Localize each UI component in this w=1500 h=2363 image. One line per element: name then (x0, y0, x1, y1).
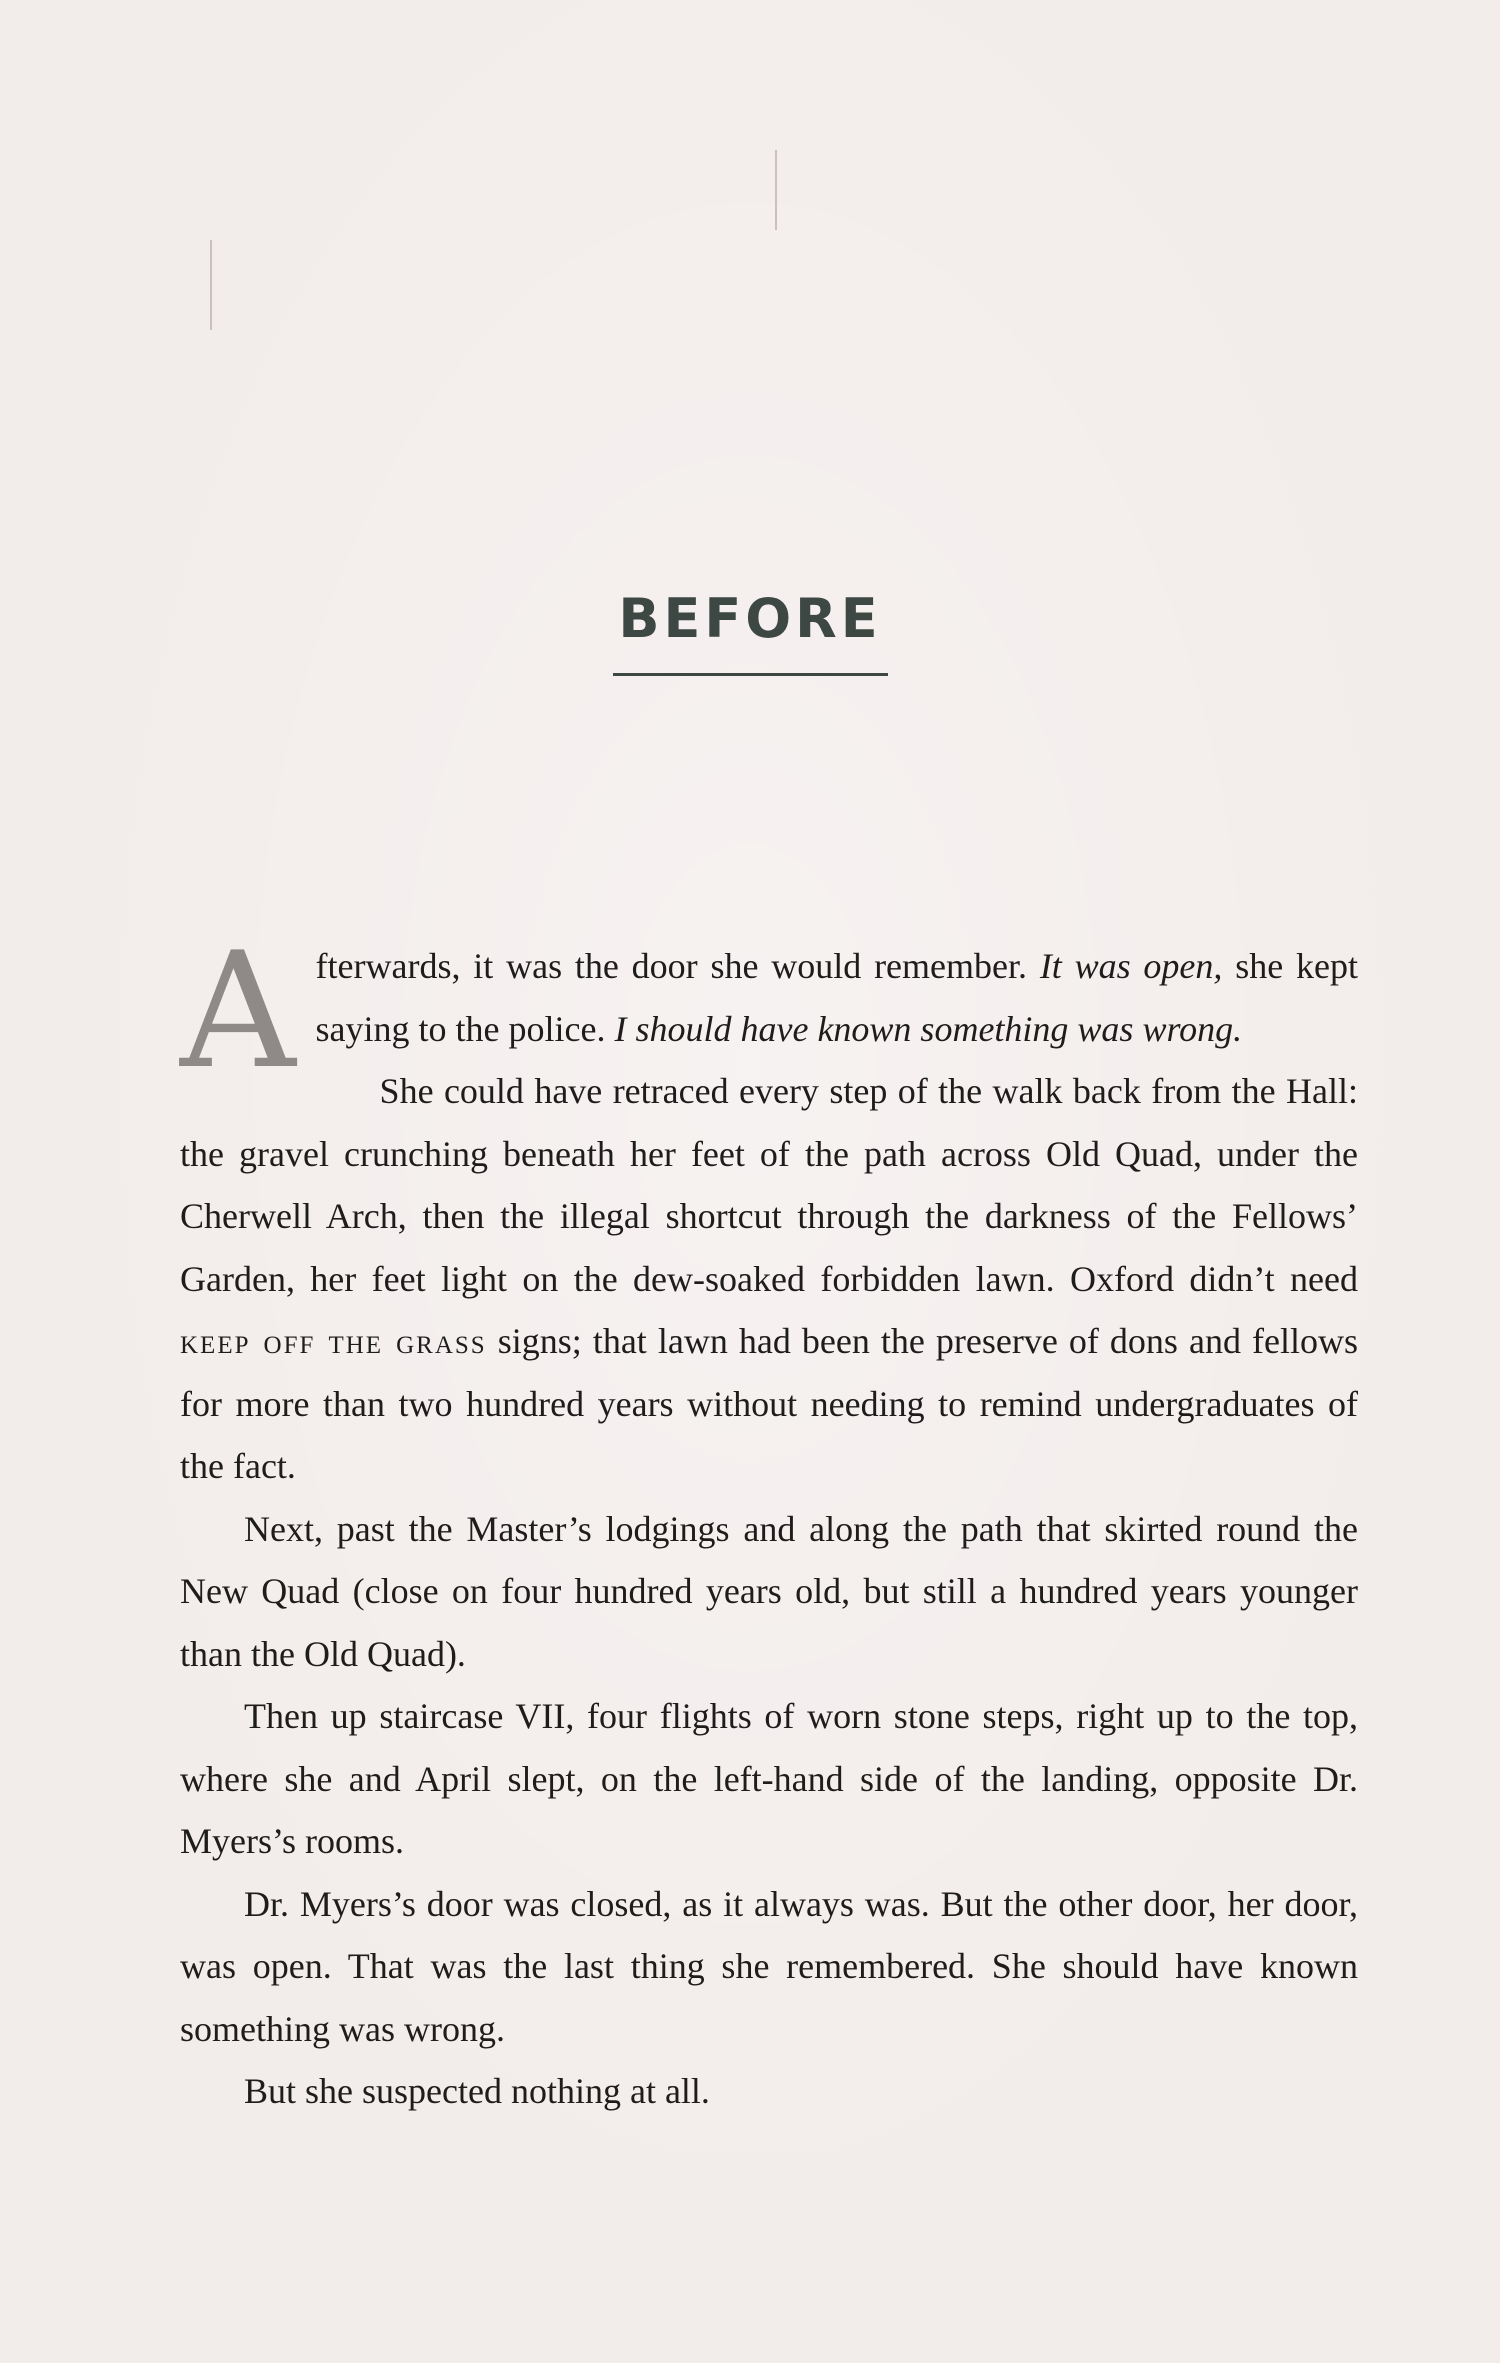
paragraph-3: Next, past the Master’s lodgings and along the path that skirted round the New Quad (close on four hundred years old, but still a hundred years younger than the Old Quad). (180, 1508, 1358, 1674)
paragraph-1 (180, 917, 1359, 1104)
body-text (180, 917, 1359, 2123)
scan-artifact-line (775, 150, 777, 230)
scan-artifact-line (210, 240, 212, 330)
paragraph-4: Then up staircase VII, four flights of worn stone steps, right up to the top, where she and April slept, on the left-hand side of the landing, opposite Dr. Myers’s rooms. (180, 1696, 1358, 1861)
paragraph-1-text-2: she kept saying to the police. (315, 946, 1359, 1049)
paragraph-1-italic-quote-2: I should have known something was wrong. (614, 1008, 1243, 1049)
paragraph-2-text-2: signs; that lawn had been the preserve of dons and fellows for more than two hundred years without needing to remind undergraduates of the fact. (180, 1321, 1358, 1486)
drop-cap: A (180, 917, 296, 1104)
chapter-title: BEFORE (618, 587, 882, 650)
paragraph-2 (180, 1060, 1358, 1498)
paragraph-2-smallcaps-sign: keep off the grass (180, 1321, 487, 1361)
paragraph-6: But she suspected nothing at all. (244, 2071, 710, 2111)
paragraph-2-text: She could have retraced every step of the walk back from the Hall: the gravel crunching beneath her feet of the path across Old Quad, under the Cherwell Arch, then the illegal shortcut through the darkness of the Fellows’ Garden, her feet light on the dew-soaked forbidden lawn. Oxford didn’t need (180, 1071, 1358, 1299)
paragraph-1-italic-quote: It was open, (1039, 946, 1223, 986)
paragraph-5: Dr. Myers’s door was closed, as it always was. But the other door, her door, was open. That was the last thing she remembered. She should have known something was wrong. (180, 1883, 1358, 2049)
chapter-title-underline (613, 673, 888, 676)
paragraph-1-text: fterwards, it was the door she would remember. (315, 946, 1040, 986)
chapter-heading (0, 585, 1500, 676)
